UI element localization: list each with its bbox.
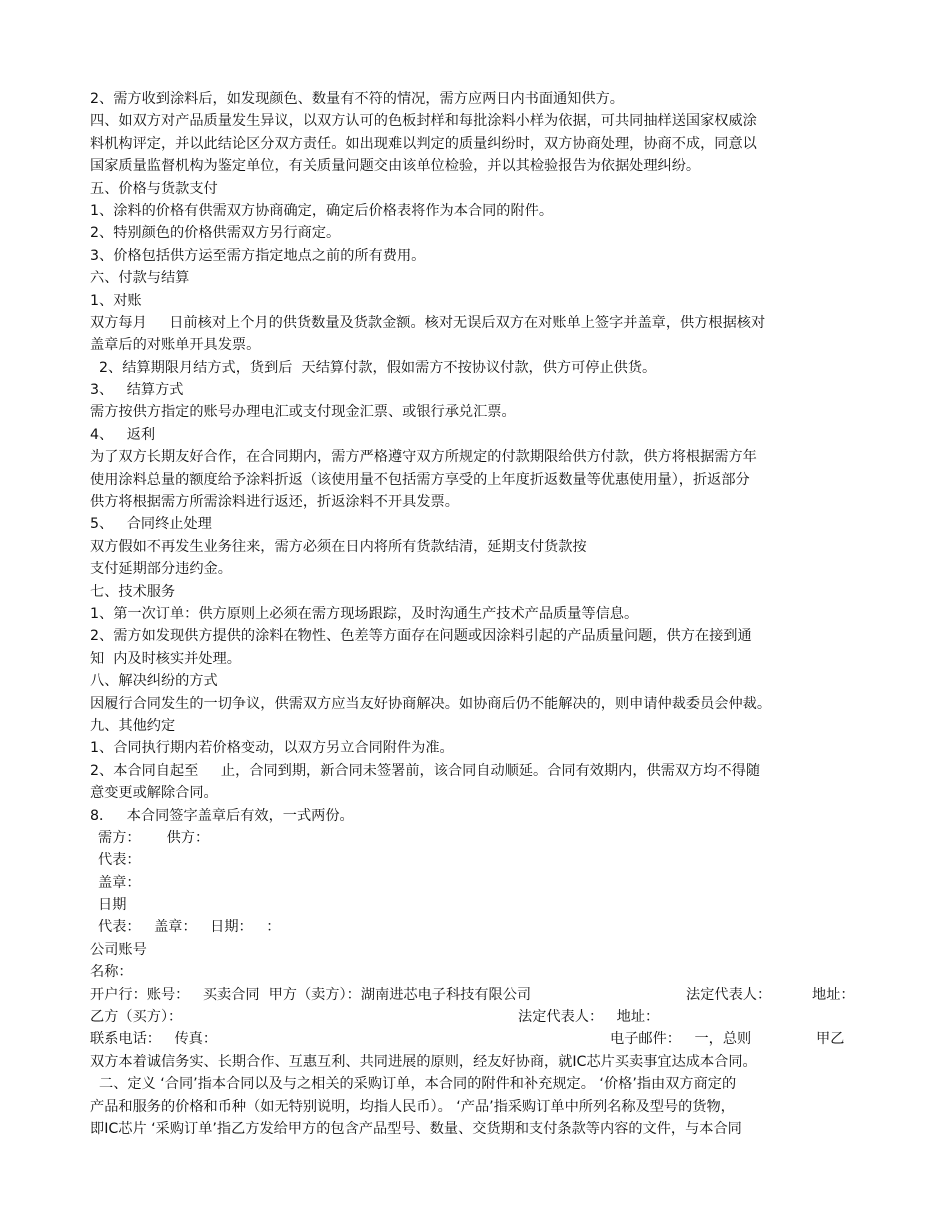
- contact-row: [90, 1028, 870, 1050]
- text-line: 二、定义 ‘合同’指本合同以及与之相关的采购订单，本合同的附件和补充规定。 ‘价格’指由双方商定的: [90, 1076, 737, 1093]
- text-line: 六、付款与结算: [90, 270, 190, 287]
- bank-row-right: 地址：: [812, 986, 855, 1003]
- text-line: 因履行合同发生的一切争议，供需双方应当友好协商解决。如协商后仍不能解决的，则申请仲裁委员会仲裁。: [90, 695, 772, 712]
- text-line: 1、涂料的价格有供需双方协商确定，确定后价格表将作为本合同的附件。: [90, 202, 554, 219]
- contact-right: 甲乙: [816, 1031, 845, 1048]
- text-line: 为了双方长期友好合作，在合同期内，需方严格遵守双方所规定的付款期限给供方付款，供方将根据需方年: [90, 449, 757, 466]
- text-line: 料机构评定，并以此结论区分双方责任。如出现难以判定的质量纠纷时，双方协商处理，协商不成，同意以: [90, 135, 757, 152]
- text-line: 即IC芯片 ‘采购订单’指乙方发给甲方的包含产品型号、数量、交货期和支付条款等内容的文件，与本合同: [90, 1120, 742, 1137]
- text-line: 意变更或解除合同。: [90, 785, 218, 802]
- text-line: 双方每月 日前核对上个月的供货数量及货款金额。核对无误后双方在对账单上签字并盖章，供方根据核对: [90, 314, 766, 331]
- text-line: 2、本合同自起至 止，合同到期，新合同未签署前，该合同自动顺延。合同有效期内，供需双方均不得随: [90, 762, 761, 779]
- signature-combined: 代表： 盖章： 日期： ：: [98, 919, 281, 936]
- text-line: 八、解决纠纷的方式: [90, 673, 218, 690]
- party-b-mid: 法定代表人： 地址：: [518, 1009, 660, 1026]
- text-line: 1、第一次订单：供方原则上必须在需方现场跟踪，及时沟通生产技术产品质量等信息。: [90, 605, 639, 622]
- text-line: 五、价格与货款支付: [90, 180, 218, 197]
- text-line: 5、 合同终止处理: [90, 516, 212, 533]
- text-line: 2、结算期限月结方式，货到后 天结算付款，假如需方不按协议付款，供方可停止供货。: [90, 359, 657, 376]
- contract-general-terms: [90, 1051, 870, 1141]
- text-line: 使用涂料总量的额度给予涂料折返（该使用量不包括需方享受的上年度折返数量等优惠使用量），折返部分: [90, 471, 750, 488]
- text-line: 知 内及时核实并处理。: [90, 650, 241, 667]
- needer-label: 需方：: [98, 829, 141, 846]
- text-line: 四、如双方对产品质量发生异议，以双方认可的色板封样和每批涂料小样为依据，可共同抽样送国家权威涂: [90, 113, 757, 130]
- bank-row-left: 开户行：账号： 买卖合同 甲方（卖方）：湖南进芯电子科技有限公司: [90, 986, 532, 1003]
- signature-parties: [90, 827, 870, 849]
- text-line: 需方按供方指定的账号办理电汇或支付现金汇票、或银行承兑汇票。: [90, 404, 516, 421]
- contract-clauses: [90, 88, 870, 827]
- text-line: 8． 本合同签字盖章后有效，一式两份。: [90, 807, 354, 824]
- signature-date: 日期: [98, 897, 127, 914]
- supplier-label: 供方：: [166, 829, 210, 846]
- bank-row-mid: 法定代表人：: [686, 986, 772, 1003]
- text-line: 供方将根据需方所需涂料进行返还，折返涂料不开具发票。: [90, 494, 459, 511]
- text-line: 支付延期部分违约金。: [90, 561, 232, 578]
- party-b-row: [90, 1006, 870, 1028]
- text-line: 七、技术服务: [90, 583, 176, 600]
- text-line: 2、特别颜色的价格供需双方另行商定。: [90, 225, 341, 242]
- signature-seal: 盖章：: [98, 874, 141, 891]
- text-line: 盖章后的对账单开具发票。: [90, 337, 261, 354]
- signature-rep: 代表：: [98, 852, 141, 869]
- text-line: 3、价格包括供方运至需方指定地点之前的所有费用。: [90, 247, 426, 264]
- contract-page: [90, 88, 870, 1140]
- text-line: 4、 返利: [90, 426, 156, 443]
- company-account-title: 公司账号: [90, 941, 147, 958]
- contact-left: 联系电话： 传真：: [90, 1031, 218, 1048]
- text-line: 3、 结算方式: [90, 382, 184, 399]
- text-line: 2、需方收到涂料后，如发现颜色、数量有不符的情况，需方应两日内书面通知供方。: [90, 91, 624, 107]
- company-name-label: 名称：: [90, 964, 133, 981]
- text-line: 国家质量监督机构为鉴定单位，有关质量问题交由该单位检验，并以其检验报告为依据处理纠纷。: [90, 158, 701, 175]
- text-line: 双方假如不再发生业务往来，需方必须在日内将所有货款结清，延期支付货款按: [90, 538, 587, 555]
- text-line: 2、需方如发现供方提供的涂料在物性、色差等方面存在问题或因涂料引起的产品质量问题，供方在接到通: [90, 628, 752, 645]
- contact-mid: 电子邮件： 一，总则: [610, 1031, 752, 1048]
- party-b-left: 乙方（买方）：: [90, 1009, 183, 1026]
- bank-row: [90, 984, 870, 1006]
- text-line: 双方本着诚信务实、长期合作、互惠互利、共同进展的原则，经友好协商，就IC芯片买卖事宜达成本合同。: [90, 1053, 757, 1070]
- text-line: 1、合同执行期内若价格变动，以双方另立合同附件为准。: [90, 740, 454, 757]
- text-line: 产品和服务的价格和币种（如无特别说明，均指人民币）。 ‘产品’指采购订单中所列名称及型号的货物，: [90, 1098, 735, 1115]
- text-line: 1、对账: [90, 292, 142, 309]
- text-line: 九、其他约定: [90, 717, 176, 734]
